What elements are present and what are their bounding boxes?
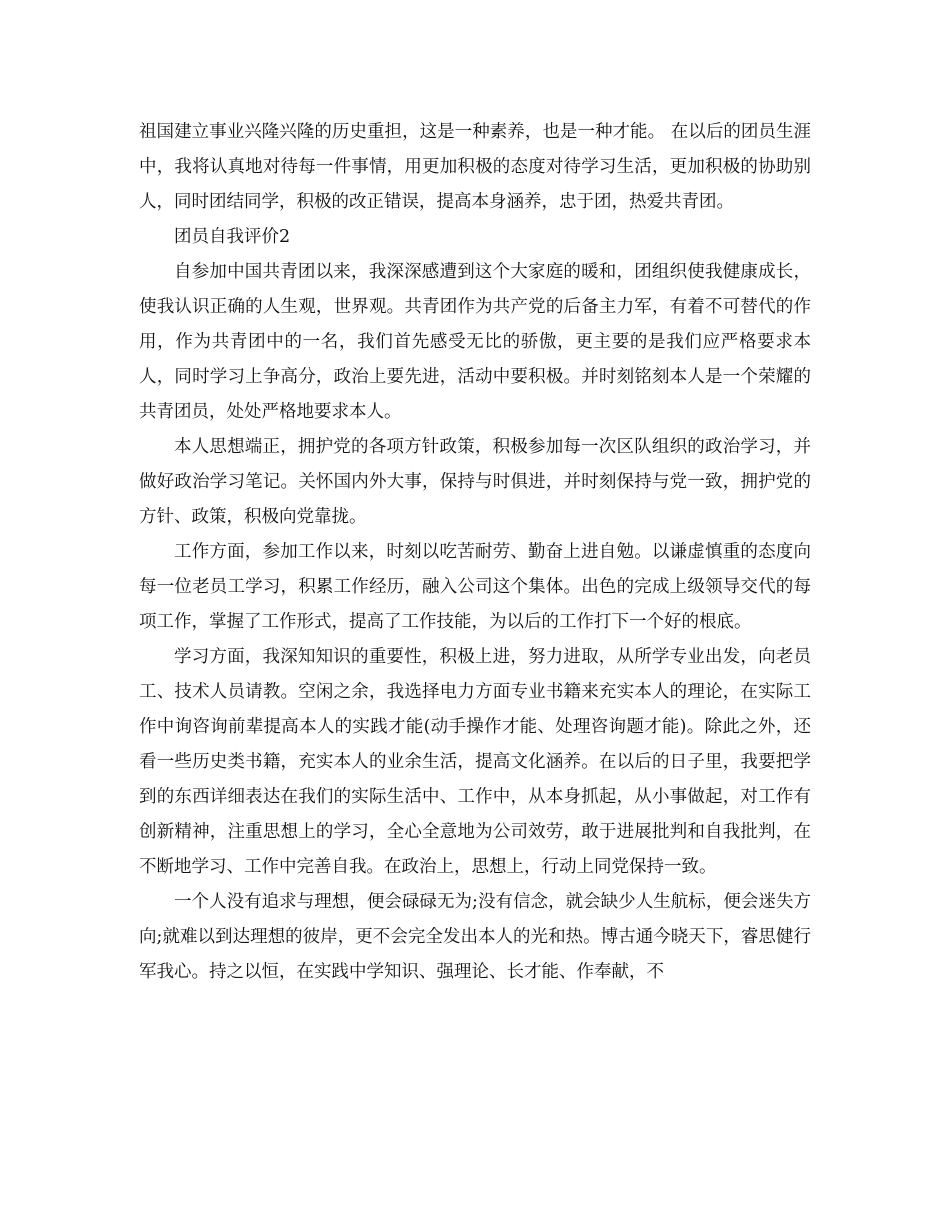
paragraph: 一个人没有追求与理想，便会碌碌无为;没有信念，就会缺少人生航标，便会迷失方向;就难以到达理想的彼岸，更不会完全发出本人的光和热。博古通今晓天下，睿思健行军我心。持之以恒，在实践中学知识、强理论、长才能、作奉献，不 — [139, 892, 811, 982]
paragraph: 学习方面，我深知知识的重要性，积极上进，努力进取，从所学专业出发，向老员工、技术人员请教。空闲之余，我选择电力方面专业书籍来充实本人的理论，在实际工作中询咨询前辈提高本人的实践才能(动手操作才能、处理咨询题才能)。除此之外，还看一些历史类书籍，充实本人的业余生活，提高文化涵养。在以后的日子里，我要把学到的东西详细表达在我们的实际生活中、工作中，从本身抓起，从小事做起，对工作有创新精神，注重思想上的学习，全心全意地为公司效劳，敢于进展批判和自我批判，在不断地学习、工作中完善自我。在政治上，思想上，行动上同党保持一致。 — [139, 647, 811, 877]
paragraph-continuation: 祖国建立事业兴隆兴隆的历史重担，这是一种素养，也是一种才能。 在以后的团员生涯中，我将认真地对待每一件事情，用更加积极的态度对待学习生活，更加积极的协助别人，同时团结同学，积极的改正错误，提高本身涵养，忠于团，热爱共青团。 — [139, 122, 811, 212]
paragraph: 工作方面，参加工作以来，时刻以吃苦耐劳、勤奋上进自勉。以谦虚慎重的态度向每一位老员工学习，积累工作经历，融入公司这个集体。出色的完成上级领导交代的每项工作，掌握了工作形式，提高了工作技能，为以后的工作打下一个好的根底。 — [139, 542, 811, 632]
paragraph: 自参加中国共青团以来，我深深感遭到这个大家庭的暖和，团组织使我健康成长，使我认识正确的人生观，世界观。共青团作为共产党的后备主力军，有着不可替代的作用，作为共青团中的一名，我们首先感受无比的骄傲，更主要的是我们应严格要求本人，同时学习上争高分，政治上要先进，活动中要积极。并时刻铭刻本人是一个荣耀的共青团员，处处严格地要求本人。 — [139, 262, 811, 422]
paragraph: 本人思想端正，拥护党的各项方针政策，积极参加每一次区队组织的政治学习，并做好政治学习笔记。关怀国内外大事，保持与时俱进，并时刻保持与党一致，拥护党的方针、政策，积极向党靠拢。 — [139, 437, 811, 527]
document-body — [139, 115, 811, 990]
section-heading: 团员自我评价2 — [174, 227, 291, 247]
